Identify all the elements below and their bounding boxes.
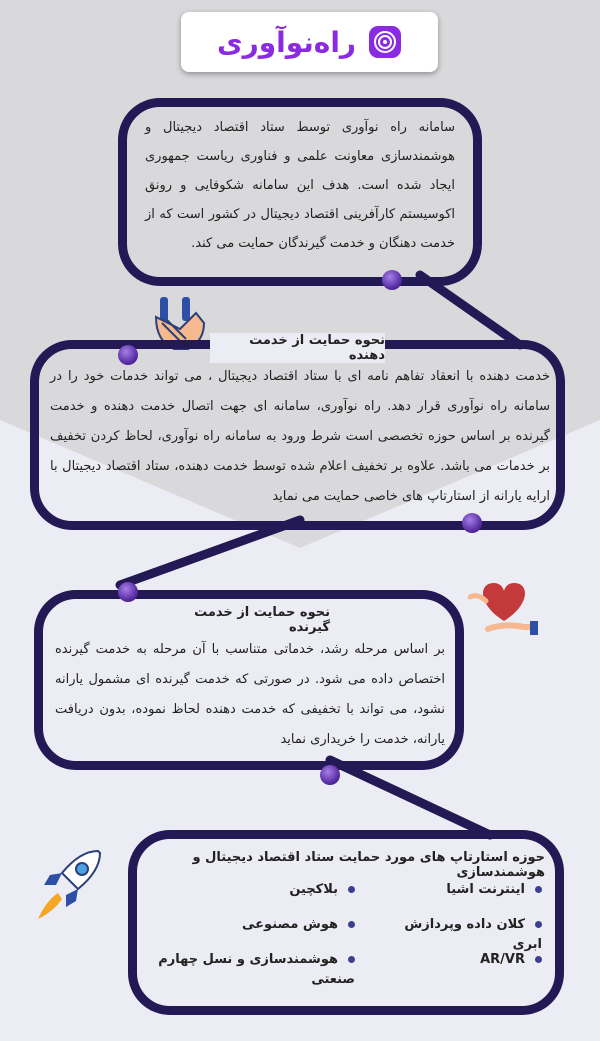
list-item: AR/VR [372,950,542,985]
list-item: هوشمندسازی و نسل چهارم صنعتی [158,952,355,987]
list-item: بلاکچین [140,880,355,915]
timeline-dot [118,582,138,602]
timeline-dot [320,765,340,785]
logo-text: راه‌نوآوری [216,25,357,59]
list-item: اینترنت اشیا [372,880,542,915]
bullet-icon [348,886,355,893]
rocket-icon [28,845,108,925]
timeline-dot [118,345,138,365]
field-list-left [140,880,355,985]
timeline-dot [462,513,482,533]
bullet-icon [348,956,355,963]
provider-text: خدمت دهنده با انعقاد تفاهم نامه ای با ستاد اقتصاد دیجیتال ، می تواند خدمات خود را در سامانه راه نوآوری قرار دهد. راه نوآوری، سامانه ای جهت اتصال خدمت دهنده و خدمت گیرنده بر اساس حوزه تخصصی است شرط ورود به سامانه راه نوآوری، لحاظ کردن تخفیف بر خدمات می باشد. علاوه بر تخفیف اعلام شده توسط خدمت دهنده، ستاد اقتصاد دیجیتال با ارایه یارانه از استارتاپ های خاصی حمایت می نماید [50,369,550,504]
intro-text: سامانه راه نوآوری توسط ستاد اقتصاد دیجیتال و هوشمندسازی معاونت علمی و فناوری ریاست جمهوری ایجاد شده است. هدف این سامانه شکوفایی و رونق اکوسیستم کارآفرینی اقتصاد دیجیتال در کشور است که از خدمت دهنگان و خدمت گیرندگان حمایت می کند. [145,120,455,251]
list-item: کلان داده وپردازش ابری [404,917,542,952]
bullet-icon [535,886,542,893]
bullet-icon [535,921,542,928]
list-item: هوش مصنوعی [140,915,355,950]
logo-card [181,12,438,72]
bullet-icon [535,956,542,963]
timeline-dot [382,270,402,290]
receiver-title: نحوه حمایت از خدمت گیرنده [194,605,330,635]
bullet-icon [348,921,355,928]
provider-title: نحوه حمایت از خدمت دهنده [210,333,385,363]
field-list-right [372,880,542,985]
heart-hands-icon [468,577,540,641]
fields-title: حوزه استارتاپ های مورد حمایت ستاد اقتصاد دیجیتال و هوشمندسازی [192,850,545,880]
logo-icon [368,25,402,59]
receiver-text: بر اساس مرحله رشد، خدماتی متناسب با آن مرحله به خدمت گیرنده اختصاص داده می شود. در صورتی که خدمت گیرنده ای مشمول یارانه نشود، می تواند با تخفیفی که خدمت دهنده لحاظ نموده، بدون دریافت یارانه، خدمت را خریداری نماید [55,642,445,747]
